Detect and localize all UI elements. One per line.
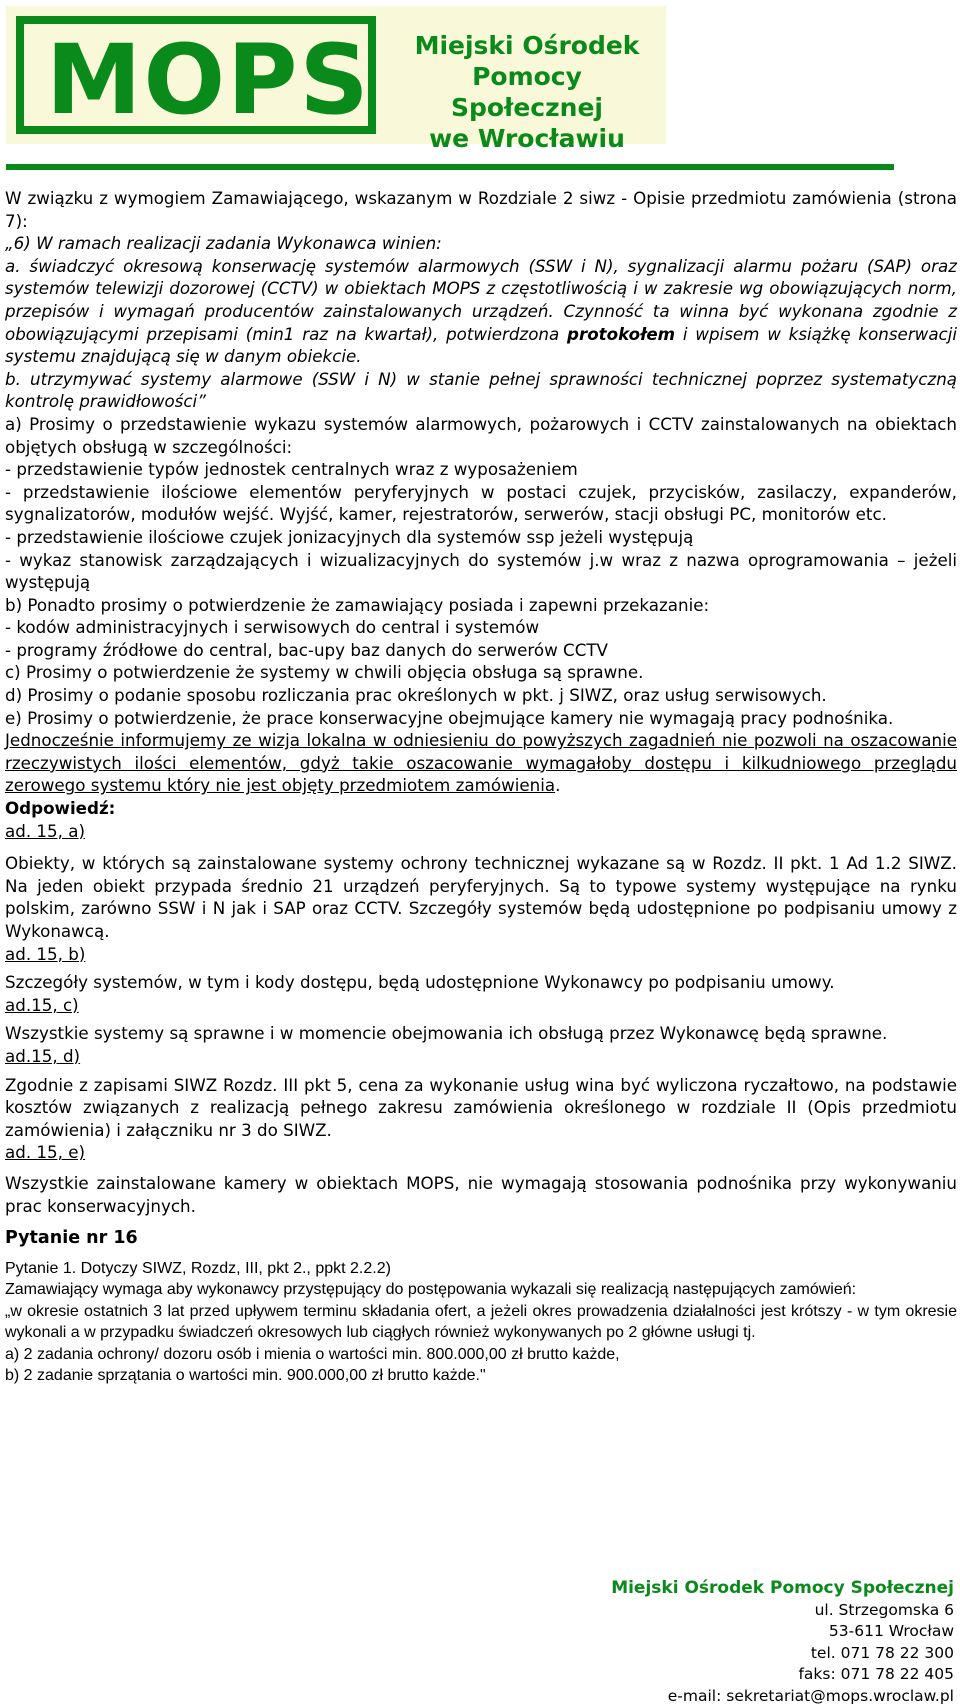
org-name-line-2: Pomocy Społecznej bbox=[392, 61, 662, 123]
footer-city: 53-611 Wrocław bbox=[611, 1621, 954, 1643]
answer-d-text: Zgodnie z zapisami SIWZ Rozdz. III pkt 5, cena za wykonanie usług wina być wyliczona ryczałtowo, na podstawie kosztów związanych z realizacją pełnego zakresu zamówienia określonego w rozdziale II (Opis przedmiotu zamówienia) i załączniku nr 3 do SIWZ. bbox=[5, 1074, 957, 1142]
request-a-2: - przedstawienie ilościowe elementów peryferyjnych w postaci czujek, przycisków, zasilaczy, expanderów, sygnalizatorów, modułów wejść. Wyjść, kamer, rejestratorów, serwerów, stacji obsługi PC, monitorów etc. bbox=[5, 481, 957, 526]
item-a-bold: protokołem bbox=[567, 324, 675, 344]
footer-fax: faks: 071 78 22 405 bbox=[611, 1664, 954, 1686]
question-title: Pytanie 1. Dotyczy SIWZ, Rozdz, III, pkt 2., ppkt 2.2.2) bbox=[5, 1258, 957, 1280]
item-a-text-2: i wpisem w książkę konserwacji systemu znajdującą się w danym obiekcie. bbox=[5, 324, 957, 367]
note-text: Jednocześnie informujemy ze wizja lokalna w odniesieniu do powyższych zagadnień nie pozwoli na oszacowanie rzeczywistych ilości elementów, gdyż takie oszacowanie wymagałoby dostępu i kilkudniowego przeglądu zerowego systemu który nie jest objęty przedmiotem zamówienia bbox=[5, 730, 957, 795]
request-e: e) Prosimy o potwierdzenie, że prace konserwacyjne obejmujące kamery nie wymagają pracy podnośnika. bbox=[5, 707, 957, 730]
footer-street: ul. Strzegomska 6 bbox=[611, 1600, 954, 1622]
answer-a-label: ad. 15, a) bbox=[5, 820, 957, 843]
answer-b-label: ad. 15, b) bbox=[5, 943, 957, 966]
answer-a-text: Obiekty, w których są zainstalowane systemy ochrony technicznej wykazane są w Rozdz. II pkt. 1 Ad 1.2 SIWZ. Na jeden obiekt przypada średnio 21 urządzeń peryferyjnych. Są to typowe systemy występujące na rynku polskim, zarówno SSW i N jak i SAP oraz CCTV. Szczegóły systemów będą udostępnione po podpisaniu umowy z Wykonawcą. bbox=[5, 852, 957, 942]
item-b: b. utrzymywać systemy alarmowe (SSW i N) w stanie pełnej sprawności technicznej poprzez systematyczną kontrolę prawidłowości” bbox=[5, 368, 957, 413]
request-b: b) Ponadto prosimy o potwierdzenie że zamawiający posiada i zapewni przekazanie: bbox=[5, 594, 957, 617]
org-name-line-1: Miejski Ośrodek bbox=[392, 30, 662, 61]
org-name-line-3: we Wrocławiu bbox=[392, 123, 662, 154]
logo-text: MOPS bbox=[46, 30, 371, 130]
footer-org-name: Miejski Ośrodek Pomocy Społecznej bbox=[611, 1578, 954, 1600]
question-quote: „w okresie ostatnich 3 lat przed upływem terminu składania ofert, a jeżeli okres prowadzenia działalności jest krótszy - w tym okresie wykonali a w przypadku świadczeń okresowych lub ciągłych również wykonywanych po 2 główne usługi tj. bbox=[5, 1301, 957, 1344]
request-a-4: - wykaz stanowisk zarządzających i wizualizacyjnych do systemów j.w wraz z nazwa oprogramowania – jeżeli występują bbox=[5, 549, 957, 594]
footer-email: e-mail: sekretariat@mops.wroclaw.pl bbox=[611, 1686, 954, 1707]
intro-paragraph: W związku z wymogiem Zamawiającego, wskazanym w Rozdziale 2 siwz - Opisie przedmiotu zamówienia (strona 7): bbox=[5, 187, 957, 232]
answer-c-text: Wszystkie systemy są sprawne i w momencie obejmowania ich obsługą przez Wykonawcę będą sprawne. bbox=[5, 1022, 957, 1045]
request-b-2: - programy źródłowe do central, bac-upy baz danych do serwerów CCTV bbox=[5, 639, 957, 662]
question-text: Zamawiający wymaga aby wykonawcy przystępujący do postępowania wykazali się realizacją następujących zamówień: bbox=[5, 1279, 957, 1301]
answer-b-text: Szczegóły systemów, w tym i kody dostępu, będą udostępnione Wykonawcy po podpisaniu umowy. bbox=[5, 971, 957, 994]
header-divider bbox=[6, 164, 894, 170]
question-heading: Pytanie nr 16 bbox=[5, 1227, 957, 1250]
answer-d-label: ad.15, d) bbox=[5, 1045, 957, 1068]
letterhead bbox=[6, 6, 666, 144]
item-a-text-1: a. świadczyć okresową konserwację systemów alarmowych (SSW i N), sygnalizacji alarmu pożaru (SAP) oraz systemów telewizji dozorowej (CCTV) w obiektach MOPS z częstotliwością i w zakresie wg obowiązujących norm, przepisów i wymagań producentów zainstalowanych urządzeń. Czynność ta winna być wykonana zgodnie z obowiązującymi przepisami (min1 raz na kwartał), potwierdzona bbox=[5, 256, 957, 344]
request-a: a) Prosimy o przedstawienie wykazu systemów alarmowych, pożarowych i CCTV zainstalowanych na obiektach objętych obsługą w szczególności: bbox=[5, 413, 957, 458]
request-a-1: - przedstawienie typów jednostek centralnych wraz z wyposażeniem bbox=[5, 458, 957, 481]
question-item-b: b) 2 zadanie sprzątania o wartości min. 900.000,00 zł brutto każde." bbox=[5, 1365, 957, 1387]
item-a bbox=[5, 255, 957, 368]
request-c: c) Prosimy o potwierdzenie że systemy w chwili objęcia obsługa są sprawne. bbox=[5, 661, 957, 684]
request-d: d) Prosimy o podanie sposobu rozliczania prac określonych w pkt. j SIWZ, oraz usług serwisowych. bbox=[5, 684, 957, 707]
answer-c-label: ad.15, c) bbox=[5, 994, 957, 1017]
answer-e-text: Wszystkie zainstalowane kamery w obiektach MOPS, nie wymagają stosowania podnośnika przy wykonywaniu prac konserwacyjnych. bbox=[5, 1172, 957, 1217]
answer-heading: Odpowiedź: bbox=[5, 797, 957, 820]
footer-address bbox=[611, 1578, 954, 1707]
request-b-1: - kodów administracyjnych i serwisowych do central i systemów bbox=[5, 616, 957, 639]
mops-logo bbox=[16, 16, 376, 134]
question-item-a: a) 2 zadania ochrony/ dozoru osób i mienia o wartości min. 800.000,00 zł brutto każde, bbox=[5, 1344, 957, 1366]
answer-e-label: ad. 15, e) bbox=[5, 1141, 957, 1164]
note-paragraph bbox=[5, 729, 957, 797]
note-end: . bbox=[555, 775, 560, 795]
request-a-3: - przedstawienie ilościowe czujek jonizacyjnych dla systemów ssp jeżeli występują bbox=[5, 526, 957, 549]
footer-tel: tel. 071 78 22 300 bbox=[611, 1643, 954, 1665]
document-body bbox=[5, 187, 957, 1387]
quote-lead: „6) W ramach realizacji zadania Wykonawca winien: bbox=[5, 232, 957, 255]
org-name bbox=[392, 30, 662, 154]
